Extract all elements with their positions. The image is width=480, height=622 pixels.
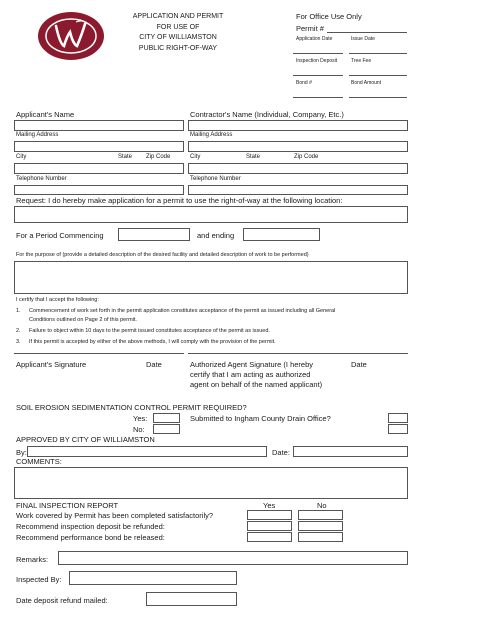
- final-no-header: No: [317, 501, 327, 510]
- soil-no-checkbox[interactable]: [153, 424, 180, 434]
- contractor-name-label: Contractor's Name (Individual, Company, Etc.): [190, 110, 344, 119]
- work-completed-question: Work covered by Permit has been completed satisfactorily?: [16, 511, 214, 520]
- soil-yes-checkbox[interactable]: [153, 413, 180, 423]
- inspected-by-field[interactable]: [69, 571, 237, 585]
- comments-label: COMMENTS:: [16, 457, 62, 466]
- refund-mailed-label: Date deposit refund mailed:: [16, 596, 108, 605]
- applicant-phone-label: Telephone Number: [16, 176, 67, 182]
- release-bond-no-box[interactable]: [298, 532, 343, 542]
- application-date-label: Application Date: [296, 36, 333, 42]
- soil-no-label: No:: [133, 425, 145, 434]
- final-yes-header: Yes: [263, 501, 276, 510]
- approved-heading: APPROVED BY CITY OF WILLIAMSTON: [16, 435, 155, 444]
- applicant-state-label: State: [118, 154, 133, 160]
- city-logo: [36, 10, 106, 62]
- drain-office-yes-checkbox[interactable]: [388, 413, 408, 423]
- applicant-city-label: City: [16, 154, 27, 160]
- agent-signature-line-1: Authorized Agent Signature (I hereby: [190, 360, 313, 369]
- title-line-2: FOR USE OF: [156, 23, 200, 31]
- final-inspection-heading: FINAL INSPECTION REPORT: [16, 501, 119, 510]
- applicant-zip-label: Zip Code: [146, 154, 171, 160]
- refund-mailed-field[interactable]: [146, 592, 237, 606]
- applicant-phone-field[interactable]: [14, 185, 184, 195]
- bond-amount-label: Bond Amount: [351, 80, 382, 86]
- form-title: [118, 12, 238, 54]
- tree-fee-label: Tree Fee: [351, 58, 372, 64]
- contractor-city-field[interactable]: [188, 163, 408, 174]
- signature-line-right: [188, 353, 408, 354]
- drain-office-question: Submitted to Ingham County Drain Office?: [190, 414, 331, 423]
- agent-signature-line-2: certify that I am acting as authorized: [190, 370, 311, 379]
- contractor-state-label: State: [246, 154, 261, 160]
- issue-date-label: Issue Date: [351, 36, 375, 42]
- period-start-field[interactable]: [118, 228, 190, 241]
- release-bond-question: Recommend performance bond be released:: [16, 533, 165, 542]
- soil-erosion-heading: SOIL EROSION SEDIMENTATION CONTROL PERMIT REQUIRED?: [16, 403, 247, 412]
- refund-deposit-question: Recommend inspection deposit be refunded:: [16, 522, 165, 531]
- certify-item-1-line2: Conditions outlined on Page 2 of this permit.: [29, 317, 137, 323]
- agent-signature-line-3: agent on behalf of the named applicant): [190, 380, 323, 389]
- applicant-name-label: Applicant's Name: [16, 110, 75, 119]
- applicant-name-field[interactable]: [14, 120, 184, 131]
- certify-item-2-line1: Failure to object within 10 days to the permit issued constitutes acceptance of the permit as issued.: [29, 328, 270, 334]
- permit-number-line[interactable]: [327, 32, 407, 33]
- applicant-signature-label: Applicant's Signature: [16, 360, 87, 369]
- bond-number-line[interactable]: [293, 97, 343, 98]
- period-commencing-label: For a Period Commencing: [16, 231, 104, 240]
- refund-deposit-no-box[interactable]: [298, 521, 343, 531]
- contractor-city-label: City: [190, 154, 201, 160]
- contractor-mailing-field[interactable]: [188, 141, 408, 152]
- certify-intro: I certify that I accept the following:: [16, 297, 99, 303]
- remarks-field[interactable]: [58, 551, 408, 565]
- title-line-3: CITY OF WILLIAMSTON: [139, 34, 217, 41]
- certify-item-1-num: 1.: [16, 308, 21, 314]
- period-ending-label: and ending: [197, 231, 235, 240]
- inspection-deposit-line[interactable]: [293, 75, 343, 76]
- purpose-field[interactable]: [14, 261, 408, 294]
- contractor-name-field[interactable]: [188, 120, 408, 131]
- contractor-phone-field[interactable]: [188, 185, 408, 195]
- drain-office-no-checkbox[interactable]: [388, 424, 408, 434]
- work-completed-no-box[interactable]: [298, 510, 343, 520]
- contractor-mailing-label: Mailing Address: [190, 132, 233, 138]
- approval-date-field[interactable]: [293, 446, 408, 457]
- inspected-by-label: Inspected By:: [16, 575, 62, 584]
- issue-date-line[interactable]: [349, 53, 407, 54]
- applicant-city-field[interactable]: [14, 163, 184, 174]
- contractor-phone-label: Telephone Number: [190, 176, 241, 182]
- release-bond-yes-box[interactable]: [247, 532, 292, 542]
- soil-yes-label: Yes:: [133, 414, 148, 423]
- applicant-mailing-label: Mailing Address: [16, 132, 59, 138]
- applicant-mailing-field[interactable]: [14, 141, 184, 152]
- title-line-4: PUBLIC RIGHT-OF-WAY: [138, 44, 218, 52]
- work-completed-yes-box[interactable]: [247, 510, 292, 520]
- application-date-line[interactable]: [293, 53, 343, 54]
- location-field[interactable]: [14, 206, 408, 223]
- refund-deposit-yes-box[interactable]: [247, 521, 292, 531]
- approved-by-label: By:: [16, 448, 27, 457]
- approval-date-label: Date:: [272, 448, 290, 457]
- period-end-field[interactable]: [243, 228, 320, 241]
- applicant-date-label: Date: [146, 360, 162, 369]
- approved-by-field[interactable]: [27, 446, 267, 457]
- permit-number-label: Permit #: [296, 24, 324, 33]
- remarks-label: Remarks:: [16, 555, 49, 564]
- certify-item-1-line1: Commencement of work set forth in the permit application constitutes acceptance of the permit as issued including all General: [29, 308, 336, 314]
- title-line-1: APPLICATION AND PERMIT: [132, 13, 224, 20]
- bond-number-label: Bond #: [296, 80, 312, 86]
- purpose-label: For the purpose of (provide a detailed description of the desired facility and detailed description of work to be performed): [16, 252, 309, 258]
- agent-date-label: Date: [351, 360, 367, 369]
- tree-fee-line[interactable]: [349, 75, 407, 76]
- bond-amount-line[interactable]: [349, 97, 407, 98]
- contractor-zip-label: Zip Code: [294, 154, 319, 160]
- signature-line-left: [14, 353, 184, 354]
- office-use-heading: For Office Use Only: [296, 12, 362, 21]
- request-text: Request: I do hereby make application for a permit to use the right-of-way at the following location:: [16, 196, 343, 205]
- certify-item-3-num: 3.: [16, 339, 21, 345]
- inspection-deposit-label: Inspection Deposit: [296, 58, 338, 64]
- comments-field[interactable]: [14, 467, 408, 499]
- certify-item-2-num: 2.: [16, 328, 21, 334]
- certify-item-3-line1: If this permit is accepted by either of the above methods, I will comply with the provision of the permit.: [29, 339, 276, 345]
